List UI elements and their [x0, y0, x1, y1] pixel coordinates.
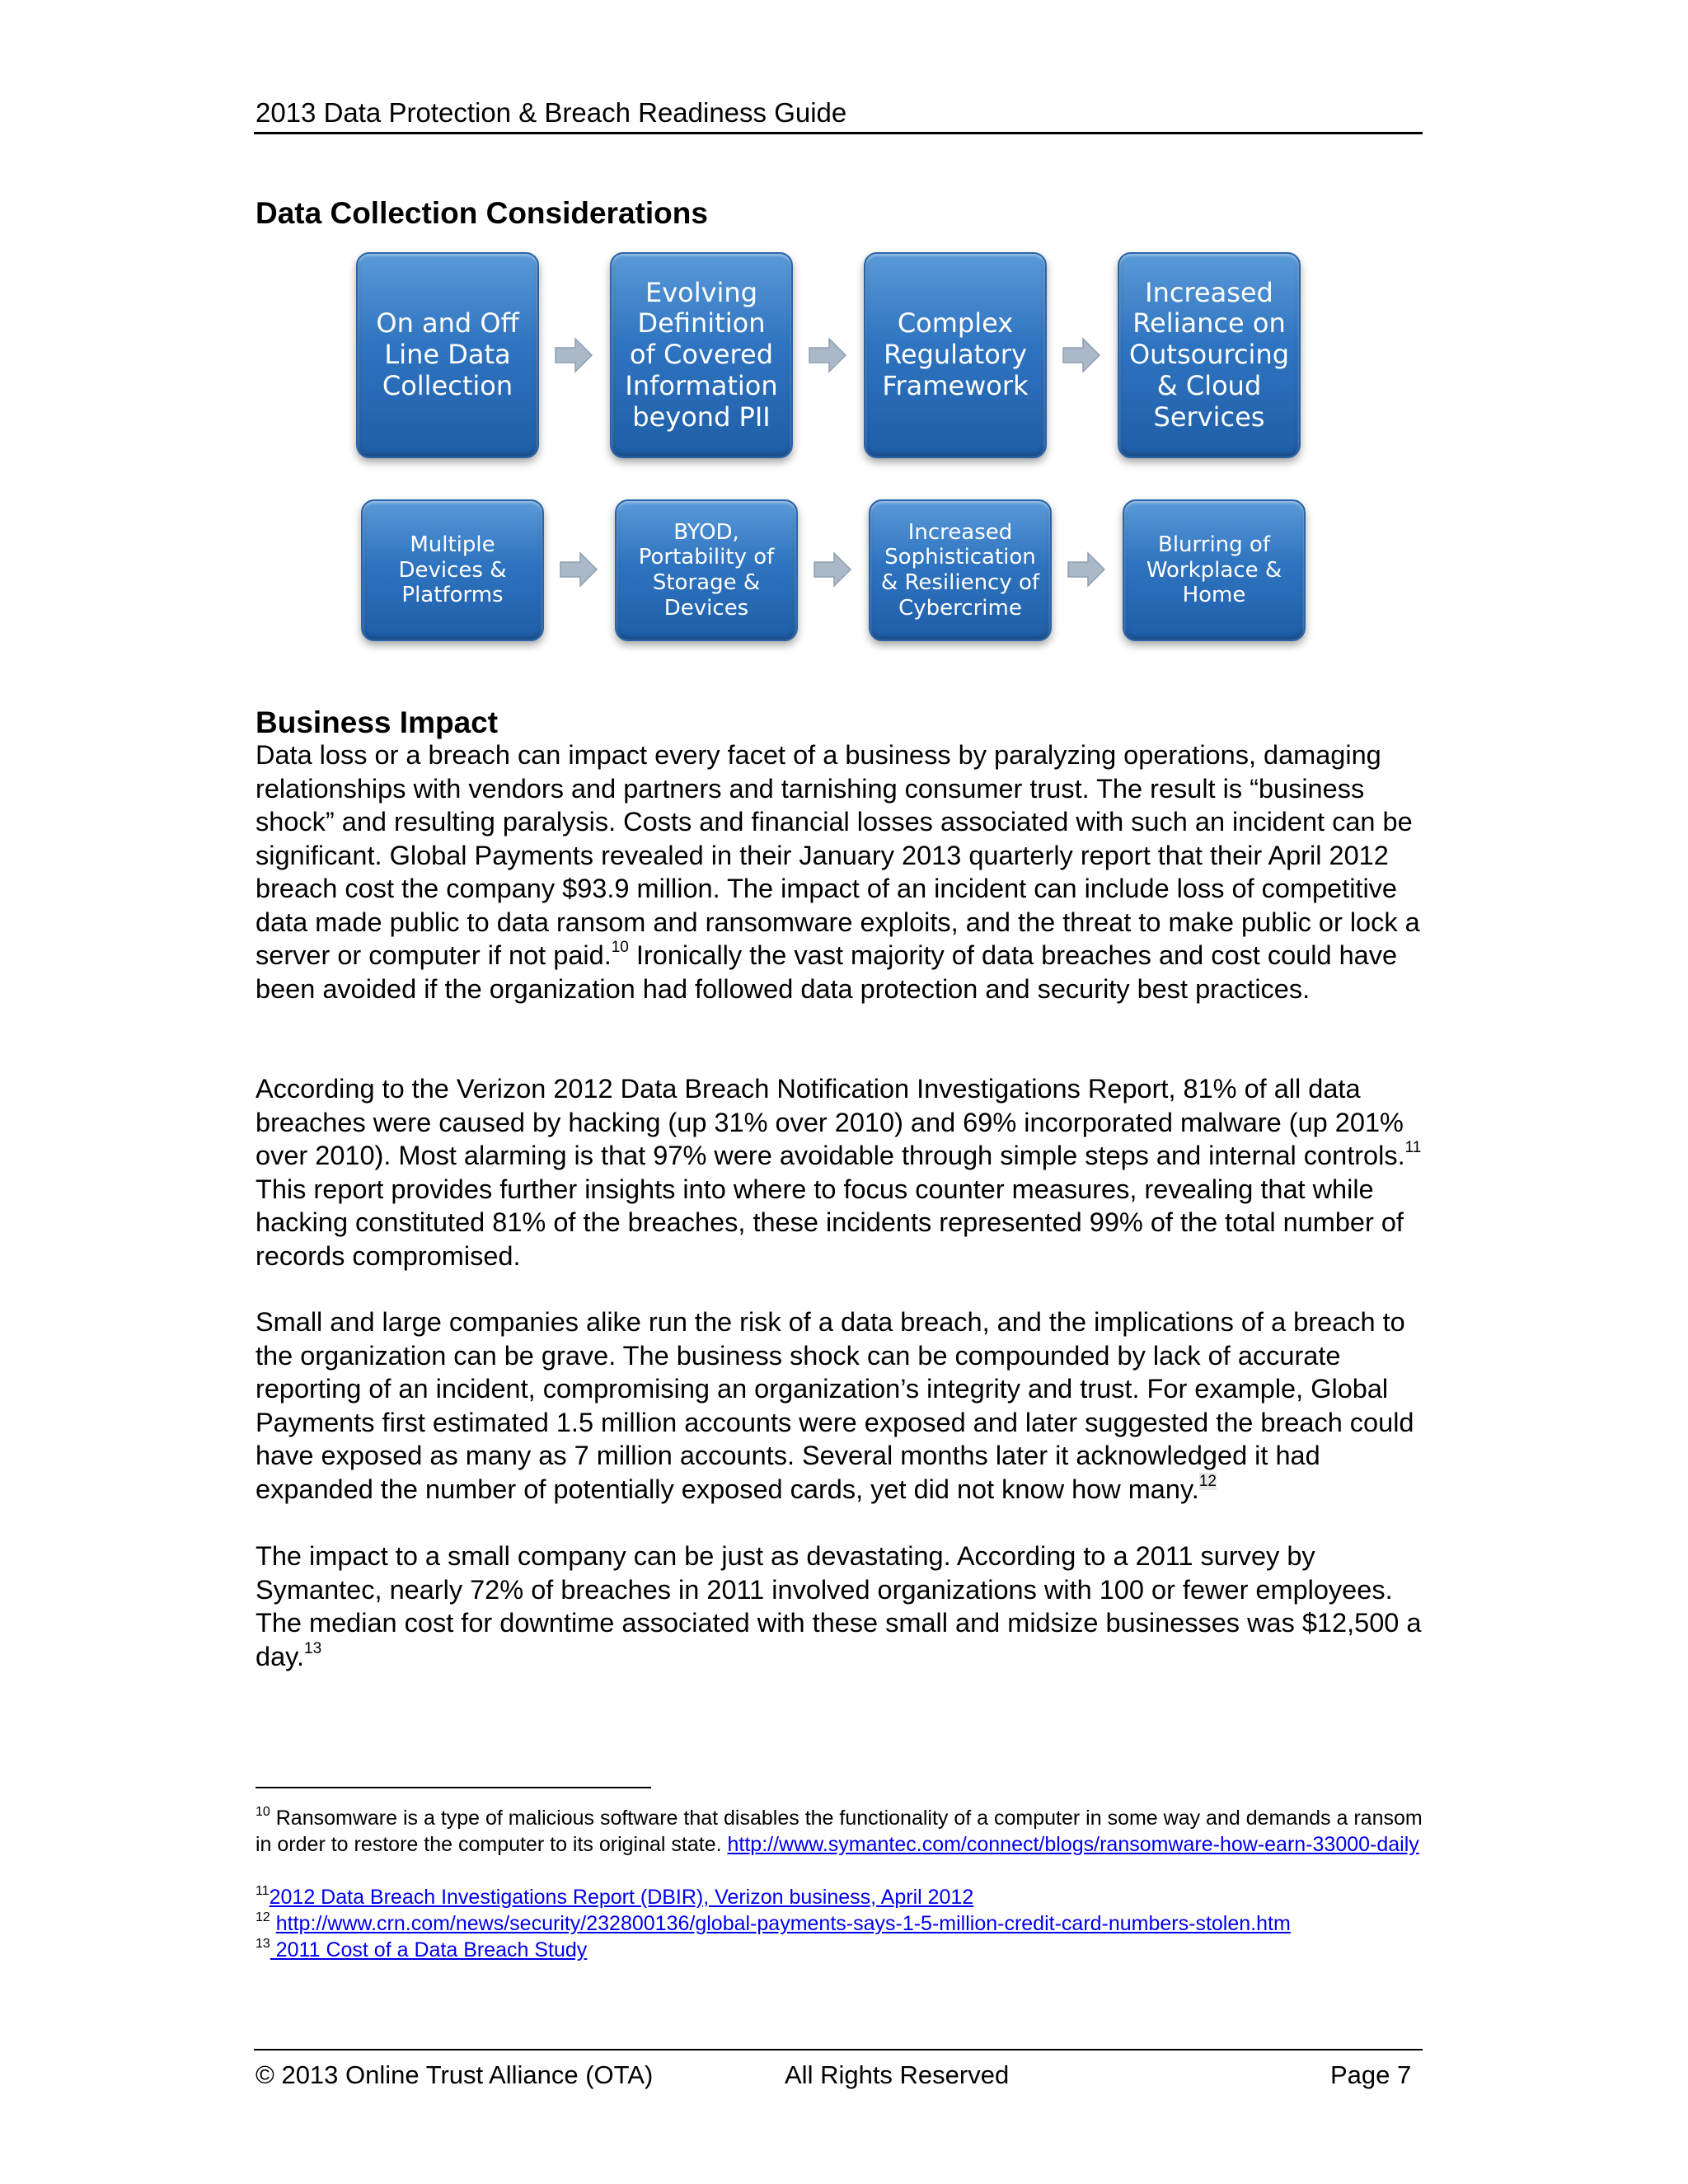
box-line: Outsourcing	[1128, 339, 1290, 371]
box-line: Services	[1153, 401, 1265, 433]
footnote-11	[256, 1884, 1426, 1910]
footnote-separator	[256, 1787, 651, 1788]
footer-rule	[254, 2049, 1423, 2050]
diagram-box-outsourcing-cloud	[1118, 252, 1301, 458]
box-line: Collection	[382, 369, 513, 401]
footnote-number: 10	[256, 1805, 270, 1819]
footnote-link-cost-study[interactable]: 2011 Cost of a Data Breach Study	[270, 1938, 588, 1961]
box-line: Sophistication	[884, 545, 1036, 570]
paragraph-text: The impact to a small company can be just as devastating. According to a 2011 survey by Symantec, nearly 72% of breaches in 2011 involved organizations with 100 or fewer employees. The median cost for downtime associated with these small and midsize businesses was $12,500 a day.	[256, 1541, 1422, 1671]
box-line: Information	[625, 369, 778, 401]
box-line: Line Data	[384, 339, 511, 371]
diagram-box-covered-information	[610, 252, 793, 458]
box-line: & Resiliency of	[880, 570, 1040, 595]
footnote-ref-10[interactable]: 10	[611, 939, 629, 956]
paragraph-business-impact-4	[256, 1540, 1426, 1673]
box-line: Definition	[637, 307, 766, 340]
box-line: Cybercrime	[898, 595, 1022, 621]
footnote-text: Ransomware is a type of malicious software that disables the functionality of a computer in some way and demands a ransom in order to restore the computer to its original state.	[256, 1807, 1423, 1856]
box-line: Platforms	[401, 583, 504, 608]
footnote-link-dbir[interactable]: 2012 Data Breach Investigations Report (DBIR), Verizon business, April 2012	[269, 1886, 974, 1909]
arrow-right-icon	[559, 551, 598, 588]
header-title: 2013 Data Protection & Breach Readiness Guide	[256, 97, 847, 128]
box-line: On and Off	[376, 307, 519, 340]
footnote-number: 11	[256, 1884, 270, 1898]
box-line: Devices &	[398, 557, 507, 583]
box-line: Complex	[897, 307, 1014, 340]
footnote-ref-12[interactable]: 12	[1198, 1472, 1217, 1490]
footnote-10	[256, 1805, 1426, 1858]
footnote-link-symantec[interactable]: http://www.symantec.com/connect/blogs/ransomware-how-earn-33000-daily	[727, 1833, 1419, 1856]
section-title-data-collection: Data Collection Considerations	[256, 196, 708, 230]
paragraph-text: According to the Verizon 2012 Data Breach Notification Investigations Report, 81% of all data breaches were caused by hacking (up 31% over 2010) and 69% incorporated malware (up 201% over 2010). Most alarming is that 97% were avoidable through simple steps and internal controls.	[256, 1074, 1405, 1170]
box-line: Framework	[882, 369, 1029, 401]
footnote-ref-11[interactable]: 11	[1404, 1139, 1422, 1156]
box-line: Home	[1182, 583, 1246, 608]
footer-page-number: Page 7	[1330, 2060, 1412, 2089]
footnote-link-crn[interactable]: http://www.crn.com/news/security/232800136/global-payments-says-1-5-million-credit-card-numbers-stolen.htm	[275, 1912, 1291, 1935]
paragraph-business-impact-3	[256, 1305, 1426, 1506]
diagram-box-multiple-devices	[361, 499, 544, 641]
box-line: beyond PII	[632, 401, 771, 433]
box-line: Storage &	[652, 570, 761, 595]
box-line: of Covered	[629, 339, 773, 371]
footer-rights: All Rights Reserved	[785, 2060, 1010, 2089]
arrow-right-icon	[813, 551, 852, 588]
footnote-13	[256, 1937, 1426, 1963]
box-line: Increased	[1145, 276, 1273, 308]
box-line: Reliance on	[1132, 307, 1286, 340]
diagram-box-workplace-home	[1123, 499, 1306, 641]
footnote-number: 12	[256, 1910, 270, 1924]
arrow-right-icon	[554, 336, 593, 374]
box-line: Workplace &	[1146, 557, 1282, 583]
paragraph-business-impact-2	[256, 1072, 1426, 1272]
header-rule	[254, 132, 1423, 134]
box-line: & Cloud	[1156, 369, 1262, 401]
diagram-box-byod	[615, 499, 798, 641]
footnote-number: 13	[256, 1937, 270, 1951]
box-line: BYOD,	[673, 519, 739, 545]
box-line: Multiple	[410, 532, 495, 557]
paragraph-text: Data loss or a breach can impact every facet of a business by paralyzing operations, damaging relationships with vendors and partners and tarnishing consumer trust. The result is “business shock” and resulting paralysis. Costs and financial losses associated with such an incident can be significant. Global Payments revealed in their January 2013 quarterly report that their April 2012 breach cost the company $93.9 million. The impact of an incident can include loss of competitive data made public to data ransom and ransomware exploits, and the threat to make public or lock a server or computer if not paid.	[256, 740, 1420, 970]
paragraph-text: Small and large companies alike run the risk of a data breach, and the implications of a breach to the organization can be grave. The business shock can be compounded by lack of accurate reporting of an incident, compromising an organization’s integrity and trust. For example, Global Payments first estimated 1.5 million accounts were exposed and later suggested the breach could have exposed as many as 7 million accounts. Several months later it acknowledged it had expanded the number of potentially exposed cards, yet did not know how many.	[256, 1307, 1414, 1504]
footnote-ref-13[interactable]: 13	[304, 1639, 322, 1657]
box-line: Portability of	[638, 545, 775, 570]
paragraph-text: This report provides further insights into where to focus counter measures, revealing that while hacking constituted 81% of the breaches, these incidents represented 99% of the total number of records compromised.	[256, 1174, 1404, 1271]
box-line: Evolving	[645, 276, 758, 308]
box-line: Devices	[663, 595, 749, 621]
box-line: Blurring of	[1157, 532, 1270, 557]
paragraph-text: Ironically the vast majority of data breaches and cost could have been avoided if the organization had followed data protection and security best practices.	[256, 940, 1398, 1004]
paragraph-business-impact-1	[256, 738, 1426, 1005]
diagram-box-cybercrime	[869, 499, 1052, 641]
box-line: Increased	[907, 519, 1013, 545]
diagram-box-regulatory-framework	[864, 252, 1047, 458]
footnote-12	[256, 1910, 1426, 1937]
diagram-box-online-offline	[356, 252, 539, 458]
arrow-right-icon	[1067, 551, 1106, 588]
arrow-right-icon	[1062, 336, 1101, 374]
section-title-business-impact: Business Impact	[256, 705, 499, 739]
footer-copyright: © 2013 Online Trust Alliance (OTA)	[256, 2060, 654, 2089]
box-line: Regulatory	[884, 339, 1027, 371]
arrow-right-icon	[808, 336, 847, 374]
